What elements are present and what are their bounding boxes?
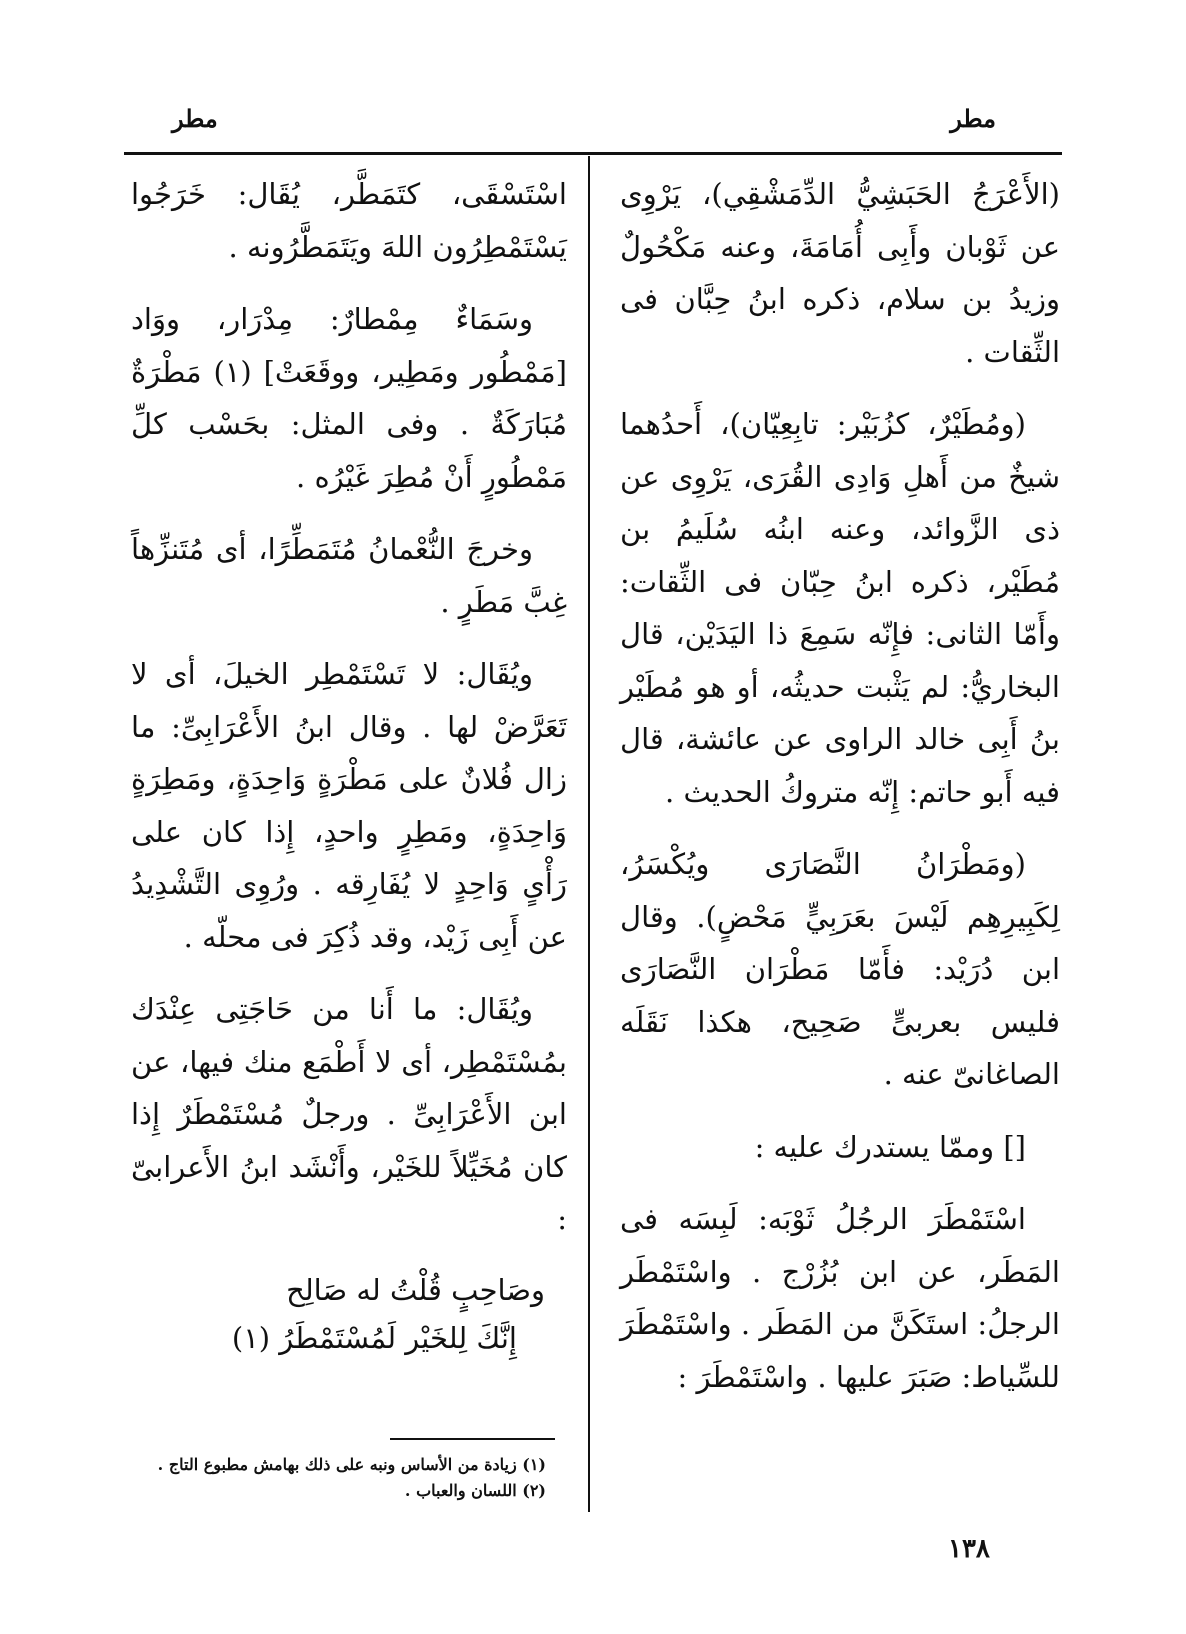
paragraph: وسَمَاءٌ مِمْطارٌ: مِدْرَار، ووَاد [مَمْطُور ومَطِير، ووقَعَتْ] (١) مَطْرَةٌ مُبَارَكَةٌ . وفى المثل: بحَسْب كلِّ مَمْطُورٍ أَنْ مُطِرَ غَيْرُه . bbox=[131, 302, 567, 494]
footnote-rule bbox=[390, 1438, 555, 1440]
right-column bbox=[620, 168, 1060, 1423]
poem-line: وصَاحِبٍ قُلْتُ له صَالِح bbox=[286, 1272, 545, 1307]
paragraph: اسْتَمْطَرَ الرجُلُ ثَوْبَه: لَبِسَه فى المَطَر، عن ابن بُزُرْج . واسْتَمْطَر الرجلُ: استَكَنَّ من المَطَر . واسْتَمْطَرَ للسِّياط: صَبَرَ عليها . واسْتَمْطَرَ : bbox=[620, 1202, 1060, 1394]
page-number: ١٣٨ bbox=[948, 1534, 990, 1564]
header-rule bbox=[124, 152, 1062, 155]
paragraph: ويُقَال: لا تَسْتَمْطِر الخيلَ، أى لا تَعَرَّضْ لها . وقال ابنُ الأَعْرَابِىِّ: ما زال فُلانٌ على مَطْرَةٍ وَاحِدَةٍ، ومَطِرَةٍ وَاحِدَةٍ، ومَطِرٍ واحدٍ، إِذا كان على رَأْىٍ وَاحِدٍ لا يُفَارِقه . ورُوِى التَّشْدِيدُ عن أَبِى زَيْد، وقد ذُكِرَ فى محلّه . bbox=[131, 657, 567, 954]
running-header-right: مطر bbox=[950, 104, 996, 133]
left-column bbox=[131, 168, 567, 1362]
running-header-left: مطر bbox=[172, 104, 218, 133]
paragraph: اسْتَسْقَى، كتَمَطَّر، يُقَال: خَرَجُوا يَسْتَمْطِرُون اللهَ ويَتَمَطَّرُونه . bbox=[131, 177, 567, 264]
footnotes bbox=[126, 1452, 546, 1504]
paragraph: (الأَعْرَجُ الحَبَشِيُّ الدِّمَشْقِي)، يَرْوِى عن ثَوْبان وأَبِى أُمَامَةَ، وعنه مَكْحُولٌ وزيدُ بن سلام، ذكره ابنُ حِبَّان فى الثِّقات . bbox=[620, 177, 1060, 369]
footnote: (٢) اللسان والعباب . bbox=[404, 1481, 546, 1500]
paragraph: (ومُطَيْرٌ، كزُبَيْر: تابِعِيّان)، أَحدُهما شيخٌ من أَهلِ وَادِى القُرَى، يَرْوِى عن ذى الزَّوائد، وعنه ابنُه سُلَيمُ بن مُطَيْر، ذكره ابنُ حِبّان فى الثِّقات: وأَمّا الثانى: فإِنّه سَمِعَ ذا اليَدَيْن، قال البخاريُّ: لم يَثْبت حديثُه، أو هو مُطَيْر بنُ أَبِى خالد الراوى عن عائشة، قال فيه أَبو حاتم: إِنّه متروكُ الحديث . bbox=[620, 407, 1060, 809]
paragraph: ويُقَال: ما أَنا من حَاجَتِى عِنْدَك بمُسْتَمْطِر، أى لا أَطْمَع منك فيها، عن ابن الأَعْرَابِىِّ . ورجلٌ مُسْتَمْطَرٌ إِذا كان مُخَيِّلاً للخَيْر، وأَنْشَد ابنُ الأَعرابىّ : bbox=[131, 992, 567, 1236]
poem-line: إِنَّكَ لِلخَيْر لَمُسْتَمْطَرُ (١) bbox=[231, 1320, 517, 1355]
poem-verse bbox=[131, 1266, 567, 1362]
paragraph: (ومَطْرَانُ النَّصَارَى ويُكْسَرُ، لِكَبِيرِهِم لَيْسَ بعَرَبِيٍّ مَحْضٍ). وقال ابن دُرَيْد: فأَمّا مَطْرَان النَّصَارَى فليس بعربىٍّ صَحِيح، هكذا نَقَلَه الصاغانىّ عنه . bbox=[620, 847, 1060, 1091]
section-heading: [] وممّا يستدرك عليه : bbox=[754, 1129, 1026, 1164]
footnote: (١) زيادة من الأساس ونبه على ذلك بهامش مطبوع التاج . bbox=[157, 1455, 546, 1474]
column-divider bbox=[588, 156, 590, 1512]
paragraph: وخرجَ النُّعْمانُ مُتَمَطِّرًا، أى مُتَنزِّهاً غِبَّ مَطَرٍ . bbox=[131, 532, 567, 619]
